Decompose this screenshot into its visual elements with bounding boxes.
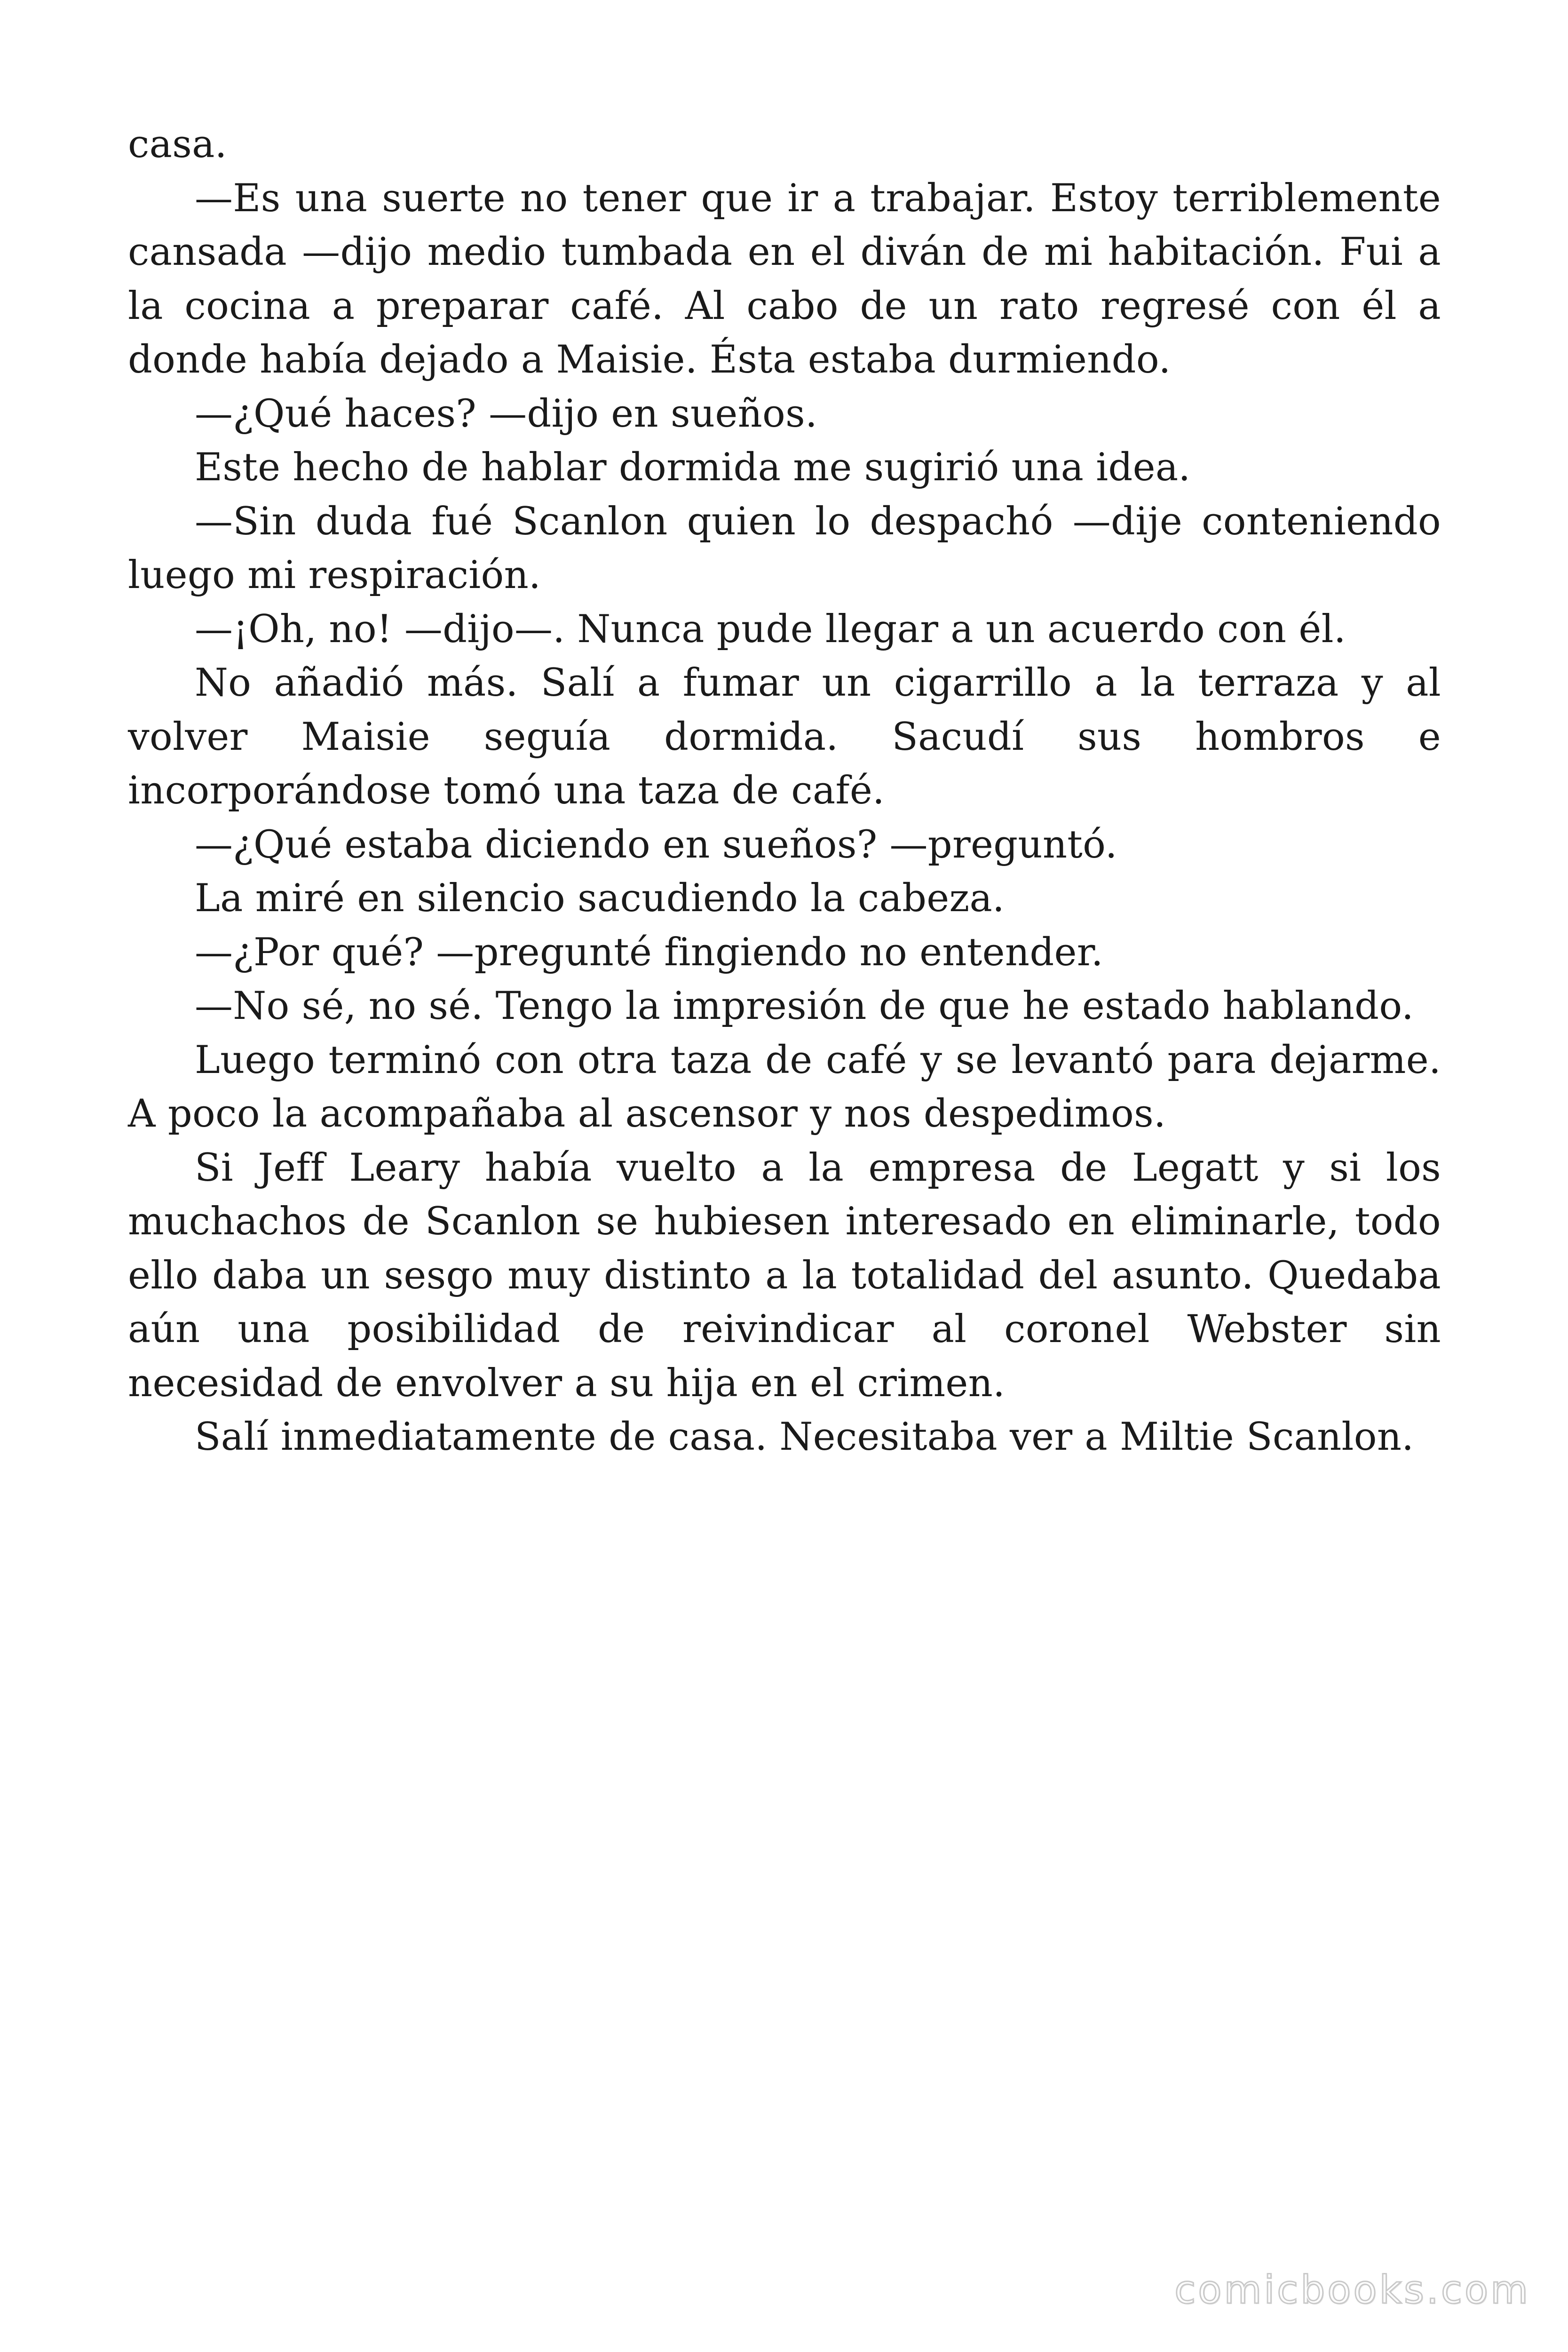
paragraph: La miré en silencio sacudiendo la cabeza. bbox=[195, 876, 1005, 921]
paragraph: Si Jeff Leary había vuelto a la empresa de Legatt y si los muchachos de Scanlon se hubiesen interesado en eliminarle, todo ello daba un sesgo muy distinto a la totalidad del asunto. Quedaba aún una posibilidad de reivindicar al coronel Webster sin necesidad de envolver a su hija en el crimen. bbox=[128, 1145, 1441, 1406]
paragraph: —¿Qué estaba diciendo en sueños? —preguntó. bbox=[195, 822, 1117, 867]
paragraph: Salí inmediatamente de casa. Necesitaba ver a Miltie Scanlon. bbox=[195, 1415, 1414, 1459]
paragraph: —¡Oh, no! —dijo—. Nunca pude llegar a un acuerdo con él. bbox=[195, 607, 1346, 652]
paragraph: Este hecho de hablar dormida me sugirió una idea. bbox=[195, 445, 1191, 490]
paragraph: —¿Qué haces? —dijo en sueños. bbox=[195, 391, 818, 436]
paragraph: —Es una suerte no tener que ir a trabajar. Estoy terriblemente cansada —dijo medio tumbada en el diván de mi habitación. Fui a la cocina a preparar café. Al cabo de un rato regresé con él a donde había dejado a Maisie. Ésta estaba durmiendo. bbox=[128, 176, 1441, 382]
paragraph: —¿Por qué? —pregunté fingiendo no entender. bbox=[195, 930, 1103, 975]
paragraph: No añadió más. Salí a fumar un cigarrillo a la terraza y al volver Maisie seguía dormida. Sacudí sus hombros e incorporándose tomó una taza de café. bbox=[128, 661, 1441, 813]
page-body-text bbox=[128, 118, 1441, 1464]
paragraph: —Sin duda fué Scanlon quien lo despachó —dije conteniendo luego mi respiración. bbox=[128, 499, 1441, 597]
paragraph: casa. bbox=[128, 122, 227, 167]
watermark: comicbooks.com bbox=[1174, 2268, 1530, 2312]
paragraph: Luego terminó con otra taza de café y se levantó para dejarme. A poco la acompañaba al ascensor y nos despedimos. bbox=[128, 1038, 1441, 1136]
paragraph: —No sé, no sé. Tengo la impresión de que he estado hablando. bbox=[195, 984, 1414, 1028]
